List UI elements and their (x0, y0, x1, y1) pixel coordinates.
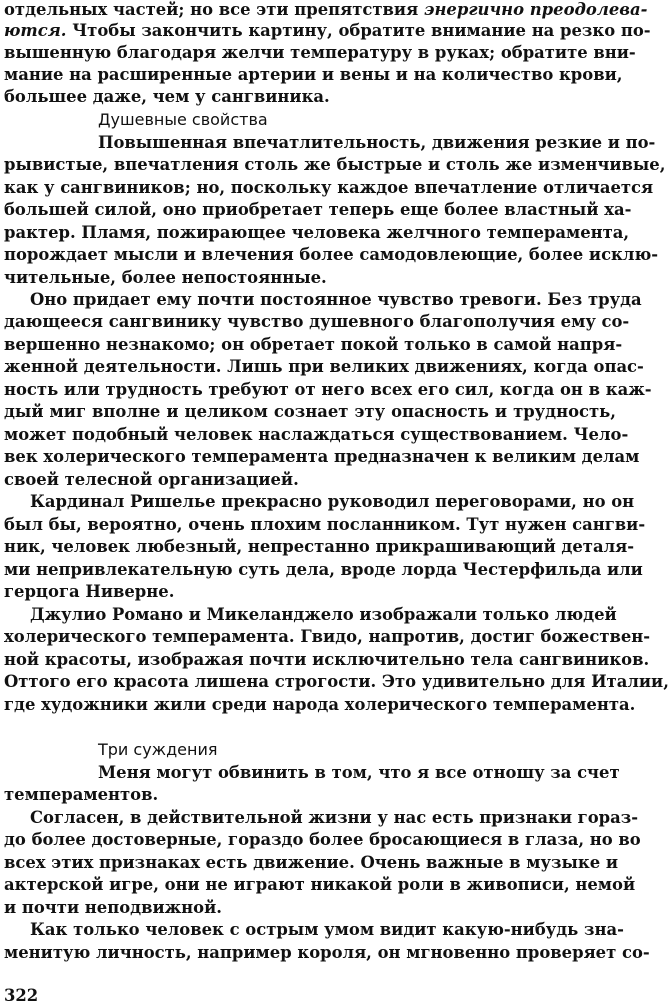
text-line: холерического темперамента. Гвидо, напротив, достиг божествен- (4, 627, 651, 646)
text-line: женной деятельности. Лишь при великих движениях, когда опас- (4, 357, 644, 376)
text-line: ной красоты, изображая почти исключительно тела сангвиников. (4, 650, 650, 669)
text-line: Меня могут обвинить в том, что я все отношу за счет (98, 763, 620, 782)
text-line: своей телесной организацией. (4, 470, 299, 489)
text-line: ность или трудность требуют от него всех его сил, когда он в каж- (4, 380, 652, 399)
text-line: был бы, вероятно, очень плохим посланником. Тут нужен сангви- (4, 515, 646, 534)
text-line: Джулио Романо и Микеланджело изображали только людей (30, 605, 617, 624)
text-line: до более достоверные, гораздо более бросающиеся в глаза, но во (4, 830, 641, 849)
text-line: дающееся сангвинику чувство душевного благополучия ему со- (4, 312, 630, 331)
page-number: 322 (4, 986, 39, 1005)
text-line (4, 0, 648, 20)
text-line: порождает мысли и влечения более самодовлеющие, более исклю- (4, 245, 659, 264)
text-line: Оно придает ему почти постоянное чувство тревоги. Без труда (30, 290, 642, 309)
text-line: вышенную благодаря желчи температуру в руках; обратите вни- (4, 43, 636, 62)
section-heading: Три суждения (98, 740, 218, 759)
text-line: ник, человек любезный, непрестанно прикрашивающий деталя- (4, 537, 635, 556)
text-line: рывистые, впечатления столь же быстрые и столь же изменчивые, (4, 155, 666, 174)
text-line: мание на расширенные артерии и вены и на количество крови, (4, 65, 623, 84)
text-line: ми непривлекательную суть дела, вроде лорда Честерфильда или (4, 560, 643, 579)
text-line: рактер. Пламя, пожирающее человека желчного темперамента, (4, 223, 630, 242)
text-line: Повышенная впечатлительность, движения резкие и по- (98, 133, 656, 152)
text-line: Согласен, в действительной жизни у нас есть признаки гораз- (30, 808, 638, 827)
text-line: актерской игре, они не играют никакой роли в живописи, немой (4, 875, 636, 894)
text-line: дый миг вполне и целиком сознает эту опасность и трудность, (4, 402, 616, 421)
text-line: может подобный человек наслаждаться существованием. Чело- (4, 425, 629, 444)
text-line: большее даже, чем у сангвиника. (4, 87, 330, 106)
text-line: вершенно незнакомо; он обретает покой только в самой напря- (4, 335, 623, 354)
text-line: всех этих признаках есть движение. Очень важные в музыке и (4, 853, 619, 872)
text-line (4, 21, 651, 41)
italic-text: энергично преодолева- (423, 0, 648, 19)
text-line: темпераментов. (4, 785, 159, 804)
text-line: Оттого его красота лишена строгости. Это удивительно для Италии, (4, 672, 669, 691)
text-line: чительные, более непостоянные. (4, 268, 327, 287)
text-line: Как только человек с острым умом видит какую-нибудь зна- (30, 920, 624, 939)
text-line: герцога Ниверне. (4, 582, 175, 601)
text-line: как у сангвиников; но, поскольку каждое впечатление отличается (4, 178, 654, 197)
text-span: Чтобы закончить картину, обратите внимание на резко по- (66, 21, 651, 40)
section-heading: Душевные свойства (98, 110, 268, 129)
text-line: где художники жили среди народа холерического темперамента. (4, 695, 636, 714)
text-line: и почти неподвижной. (4, 898, 222, 917)
text-line: Кардинал Ришелье прекрасно руководил переговорами, но он (30, 492, 635, 511)
text-line: век холерического темперамента предназначен к великим делам (4, 447, 640, 466)
text-line: большей силой, оно приобретает теперь еще более властный ха- (4, 200, 632, 219)
italic-text: ются. (4, 21, 67, 40)
text-span: отдельных частей; но все эти препятствия (4, 0, 424, 19)
text-line: менитую личность, например короля, он мгновенно проверяет со- (4, 943, 650, 962)
